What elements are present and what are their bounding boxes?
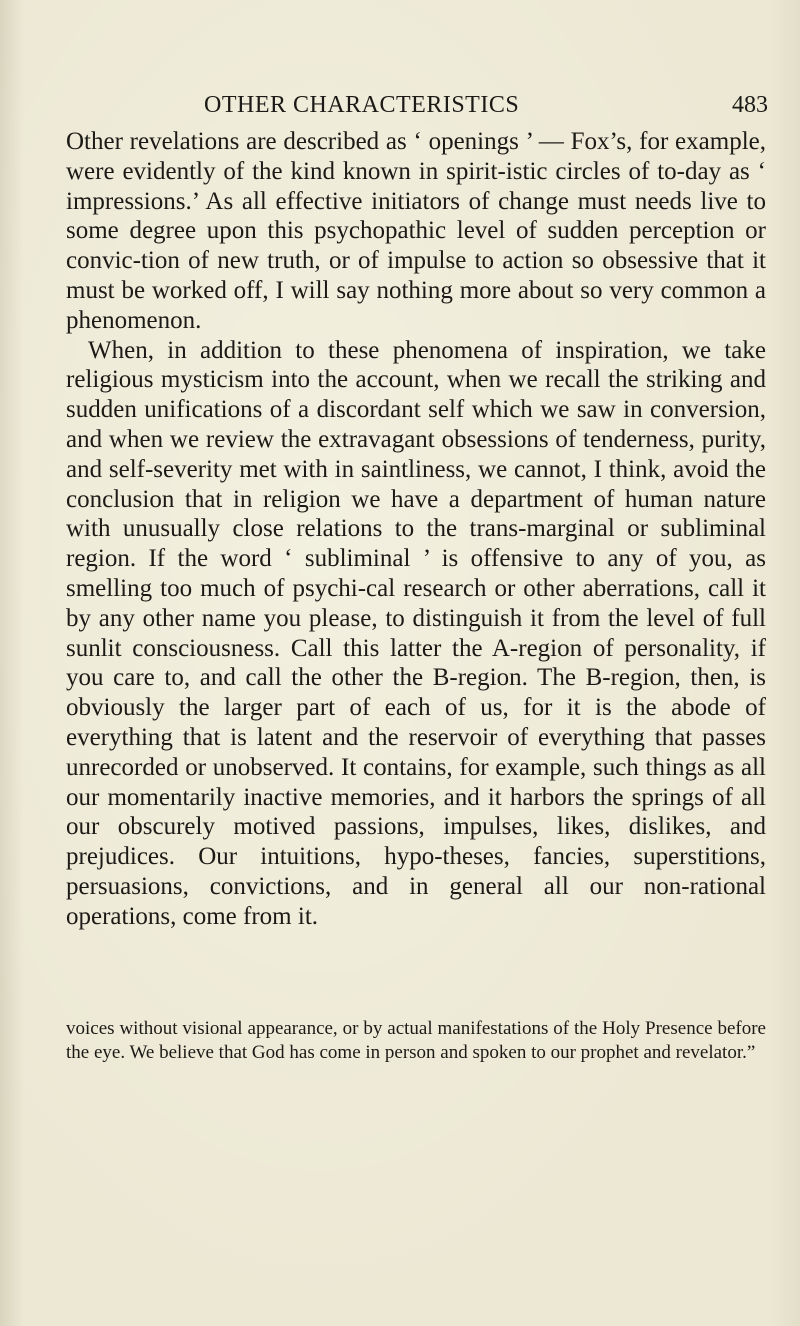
footnote-text: voices without visional appearance, or by actual manifestations of the Holy Presence before the eye. We believe that God has come in person and spoken to our prophet and revelator.” [66,1018,766,1063]
main-text [66,127,766,932]
paragraph: Other revelations are described as ‘ openings ’ — Fox’s, for example, were evidently of the kind known in spirit-istic circles of to-day as ‘ impressions.’ As all effective initiators of change must needs live to some degree upon this psychopathic level of sudden perception or convic-tion of new truth, or of impulse to action so obsessive that it must be worked off, I will say nothing more about so very common a phenomenon. [66,128,766,334]
footnote [66,1017,766,1065]
paragraph: When, in addition to these phenomena of inspiration, we take religious mysticism into the account, when we recall the striking and sudden unifications of a discordant self which we saw in conversion, and when we review the extravagant obsessions of tenderness, purity, and self-severity met with in saintliness, we cannot, I think, avoid the conclusion that in religion we have a department of human nature with unusually close relations to the trans-marginal or subliminal region. If the word ‘ subliminal ’ is offensive to any of you, as smelling too much of psychi-cal research or other aberrations, call it by any other name you please, to distinguish it from the level of full sunlit consciousness. Call this latter the A-region of personality, if you care to, and call the other the B-region. The B-region, then, is obviously the larger part of each of us, for it is the abode of everything that is latent and the reservoir of everything that passes unrecorded or unobserved. It contains, for example, such things as all our momentarily inactive memories, and it harbors the springs of all our obscurely motived passions, impulses, likes, dislikes, and prejudices. Our intuitions, hypo-theses, fancies, superstitions, persuasions, convictions, and in general all our non-rational operations, come from it. [66,336,766,930]
page-number: 483 [732,92,768,118]
running-head: OTHER CHARACTERISTICS [204,92,520,118]
page-header [0,92,800,122]
